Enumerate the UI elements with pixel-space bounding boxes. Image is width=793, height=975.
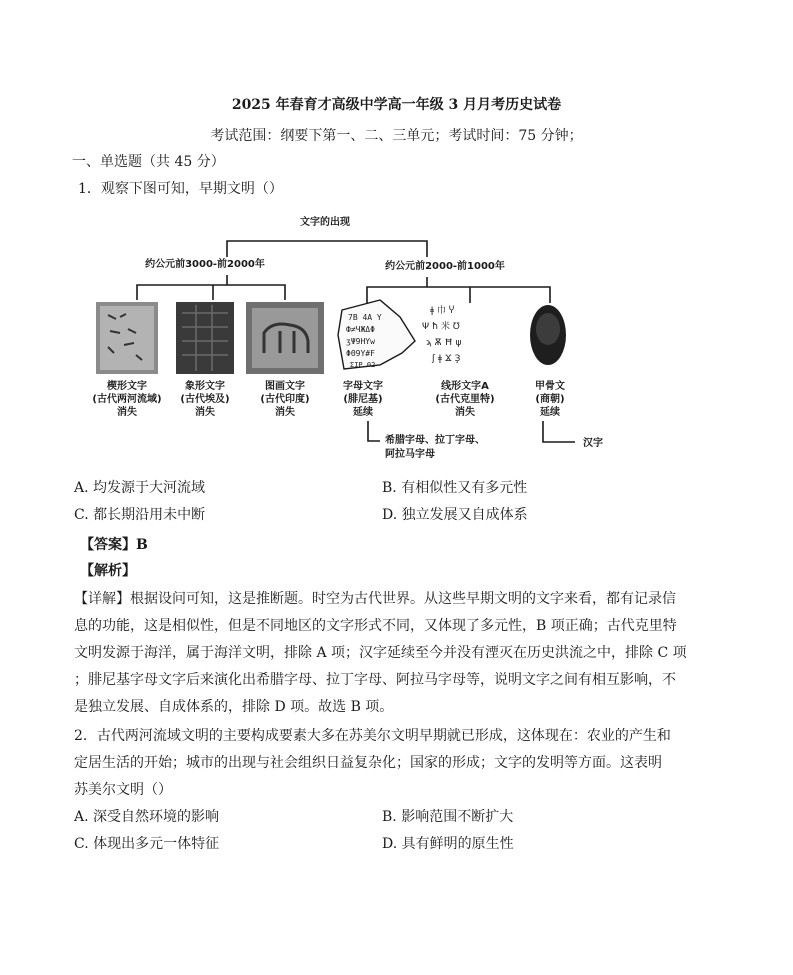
q1-analysis-line: 是独立发展、自成体系的，排除 D 项。故选 B 项。: [74, 699, 394, 715]
svg-text:字母文字: 字母文字: [343, 381, 383, 392]
svg-text:楔形文字: 楔形文字: [107, 381, 147, 392]
svg-text:ǂ 巾 Ⴤ: ǂ 巾 Ⴤ: [430, 306, 455, 316]
oracle-bone-image: [530, 305, 566, 365]
writing-origin-diagram: [80, 205, 620, 465]
q1-option-b[interactable]: B. 有相似性又有多元性: [382, 480, 528, 496]
svg-text:ϡ Ѫ Ħ ψ: ϡ Ѫ Ħ ψ: [426, 338, 462, 348]
q1-analysis-line: 【详解】根据设问可知，这是推断题。时空为古代世界。从这些早期文明的文字来看，都有记录信: [74, 591, 676, 607]
linear-a-disc-image: [422, 304, 462, 364]
svg-text:图画文字: 图画文字: [265, 381, 305, 392]
svg-text:ΦΘ9Y#F: ΦΘ9Y#F: [346, 349, 375, 358]
svg-text:消失: 消失: [455, 407, 475, 418]
indus-seal-image: [246, 302, 324, 374]
svg-text:(商朝): (商朝): [535, 394, 565, 405]
svg-text:(古代印度): (古代印度): [260, 394, 310, 405]
q2-option-d[interactable]: D. 具有鲜明的原生性: [382, 836, 514, 852]
question-2-stem: 2．古代两河流域文明的主要构成要素大多在苏美尔文明早期就已形成，这体现在：农业的产生和: [74, 728, 671, 744]
cuneiform-tablet-image: [96, 302, 158, 374]
script-label-indus: [260, 379, 309, 418]
q1-analysis-label: 【解析】: [80, 563, 136, 579]
svg-text:延续: 延续: [353, 407, 373, 418]
svg-text:(古代克里特): (古代克里特): [435, 394, 495, 405]
svg-text:消失: 消失: [117, 407, 137, 418]
descendant-hanzi: 汉字: [583, 438, 603, 449]
svg-text:Ψ ħ 米 ℧: Ψ ħ 米 ℧: [422, 322, 460, 332]
svg-text:ΣIP 02: ΣIP 02: [350, 361, 376, 369]
q1-analysis-line: ；腓尼基字母文字后来演化出希腊字母、拉丁字母、阿拉马字母等，说明文字之间有相互影响，不: [74, 672, 676, 688]
svg-text:消失: 消失: [195, 407, 215, 418]
phoenician-script-image: [338, 300, 415, 369]
script-label-phoenician: [343, 379, 383, 418]
svg-text:Ф≠ЧЖΔΦ: Ф≠ЧЖΔΦ: [346, 325, 375, 334]
period-left: 约公元前3000-前2000年: [145, 259, 265, 270]
q2-option-a[interactable]: A. 深受自然环境的影响: [74, 809, 220, 825]
svg-text:象形文字: 象形文字: [185, 381, 225, 392]
svg-text:7B 4A Y: 7B 4A Y: [348, 313, 382, 322]
exam-subtitle: 考试范围：纲要下第一、二、三单元；考试时间：75 分钟；: [210, 128, 583, 144]
script-label-linear-a: [435, 379, 494, 418]
svg-text:甲骨文: 甲骨文: [535, 381, 565, 392]
svg-text:ʒΨ9HYw: ʒΨ9HYw: [346, 337, 375, 346]
diagram-root: 文字的出现: [300, 217, 350, 228]
q1-option-c[interactable]: C. 都长期沿用未中断: [74, 507, 206, 523]
q1-option-a[interactable]: A. 均发源于大河流域: [74, 480, 206, 496]
svg-text:延续: 延续: [540, 407, 560, 418]
script-label-oracle-bone: [535, 379, 565, 418]
script-label-cuneiform: [92, 379, 161, 418]
exam-title: 2025 年春育才高级中学高一年级 3 月月考历史试卷: [231, 97, 562, 113]
section-heading: 一、单选题（共 45 分）: [72, 154, 225, 170]
descendant-alphabets-line-1: 希腊字母、拉丁字母、: [385, 435, 485, 446]
script-label-hieroglyph: [180, 379, 229, 418]
q1-answer: 【答案】B: [80, 537, 148, 553]
svg-text:线形文字A: 线形文字A: [441, 381, 489, 392]
svg-text:消失: 消失: [275, 407, 295, 418]
period-right: 约公元前2000-前1000年: [385, 261, 505, 272]
q1-analysis-line: 文明发源于海洋，属于海洋文明，排除 A 项；汉字延续至今并没有湮灭在历史洪流之中，排除 C 项: [74, 645, 687, 661]
question-2-stem: 定居生活的开始；城市的出现与社会组织日益复杂化；国家的形成；文字的发明等方面。这表明: [74, 755, 662, 771]
svg-text:(古代埃及): (古代埃及): [180, 394, 230, 405]
q2-option-c[interactable]: C. 体现出多元一体特征: [74, 836, 220, 852]
question-2-stem: 苏美尔文明（）: [74, 782, 172, 798]
descendant-alphabets-line-2: 阿拉马字母: [385, 449, 435, 460]
hieroglyph-tablet-image: [176, 302, 234, 374]
q2-option-b[interactable]: B. 影响范围不断扩大: [382, 809, 514, 825]
svg-text:(腓尼基): (腓尼基): [343, 394, 383, 405]
svg-text:ʃ ǂ Ϫ Ҙ: ʃ ǂ Ϫ Ҙ: [432, 354, 461, 364]
q1-option-d[interactable]: D. 独立发展又自成体系: [382, 507, 528, 523]
question-1-stem: 1．观察下图可知，早期文明（）: [78, 181, 283, 197]
q1-analysis-line: 息的功能，这是相似性，但是不同地区的文字形式不同，又体现了多元性，B 项正确；古代克里特: [74, 618, 677, 634]
svg-text:(古代两河流域): (古代两河流域): [92, 394, 162, 405]
